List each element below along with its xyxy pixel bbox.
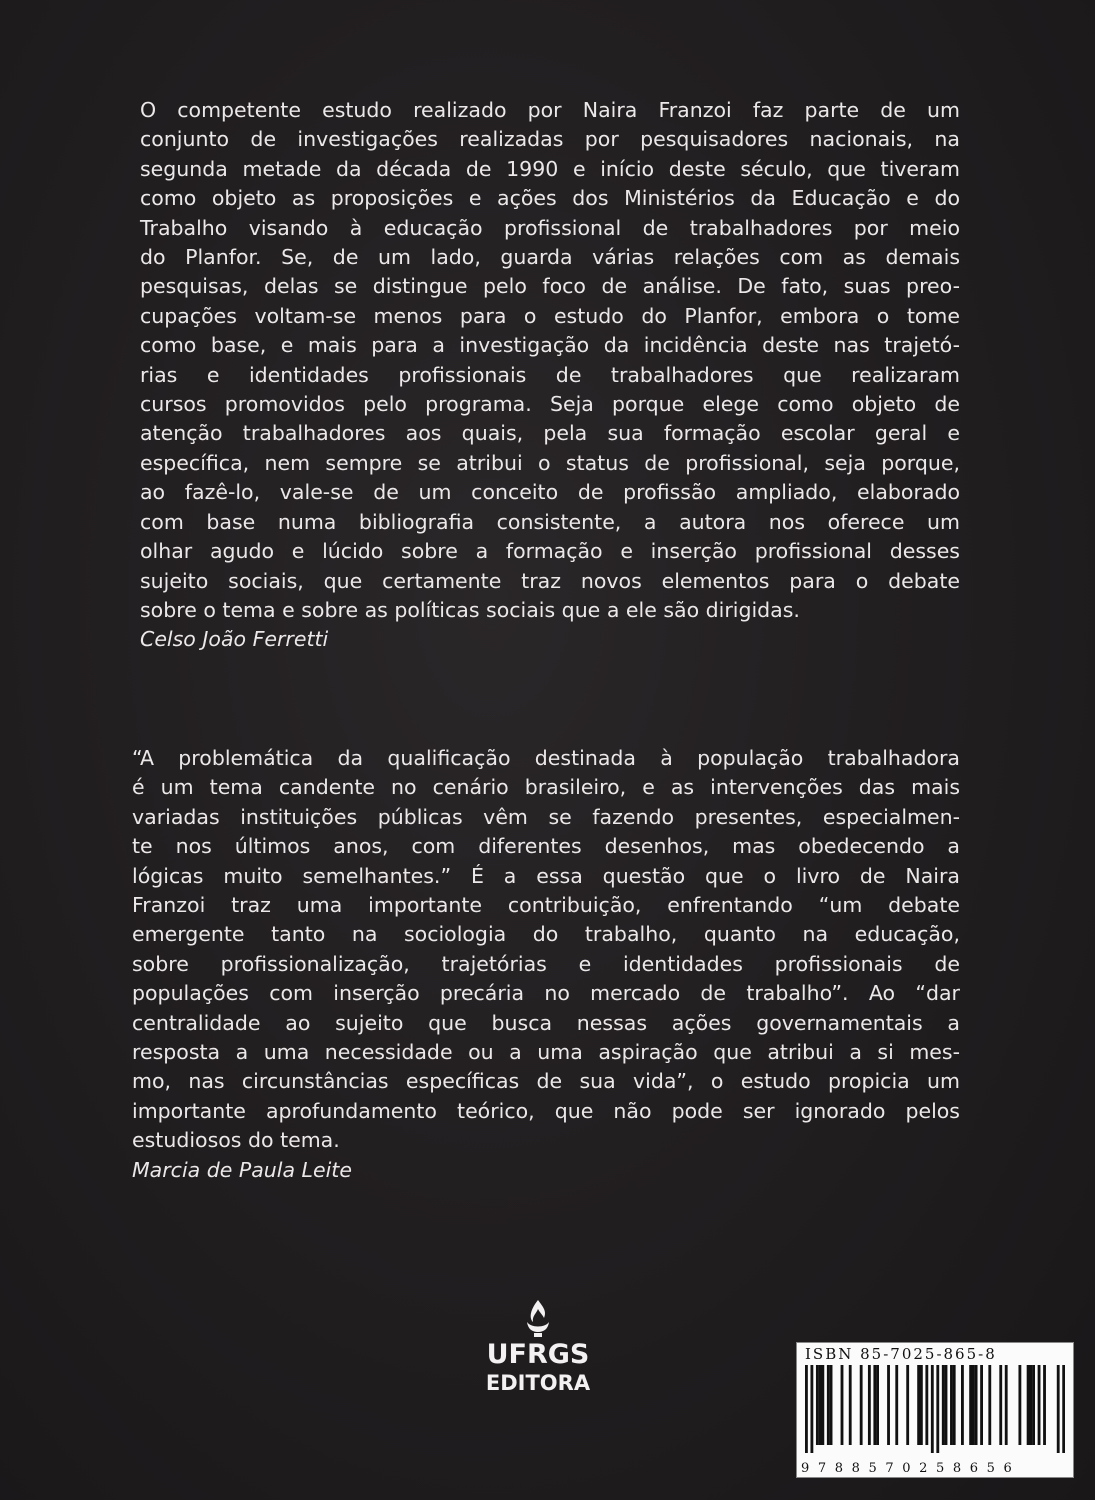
review-line: te nos últimos anos, com diferentes desenhos, mas obedecendo a: [132, 834, 960, 859]
barcode-bars: [805, 1365, 1065, 1453]
review-line: rias e identidades profissionais de trabalhadores que realizaram: [140, 362, 960, 387]
review-line: Franzoi traz uma importante contribuição, enfrentando “um debate: [132, 893, 960, 918]
barcode-bar: [950, 1365, 953, 1445]
barcode-bar: [1043, 1365, 1046, 1445]
barcode-bar: [936, 1365, 939, 1453]
barcode-bar: [972, 1365, 975, 1445]
barcode-bar: [876, 1365, 879, 1445]
barcode-bar: [1029, 1365, 1032, 1445]
barcode-bar: [849, 1365, 852, 1445]
review-line: olhar agudo e lúcido sobre a formação e inserção profissional desses: [140, 539, 960, 564]
barcode-bar: [860, 1365, 863, 1445]
review-line: com base numa bibliografia consistente, a autora nos oferece um: [140, 509, 960, 534]
review-line: cupações voltam-se menos para o estudo do Planfor, embora o tome: [140, 303, 960, 328]
barcode-bar: [868, 1365, 871, 1445]
barcode-bar: [819, 1365, 822, 1445]
review-celso-ferretti: [140, 96, 960, 655]
isbn-label: ISBN 85-7025-865-8: [805, 1345, 997, 1363]
barcode-bar: [988, 1365, 991, 1445]
review-line: como objeto as proposições e ações dos Ministérios da Educação e do: [140, 186, 960, 211]
review-line: O competente estudo realizado por Naira Franzoi faz parte de um: [140, 98, 960, 122]
barcode-bar: [827, 1365, 830, 1445]
barcode-bar: [1027, 1365, 1030, 1445]
review-line: “A problemática da qualificação destinada à população trabalhadora: [132, 746, 960, 770]
barcode-bar: [920, 1365, 923, 1445]
barcode-bar: [931, 1365, 934, 1453]
review-line: específica, nem sempre se atribui o status de profissional, seja porque,: [140, 450, 960, 475]
review-line: atenção trabalhadores aos quais, pela sua formação escolar geral e: [140, 421, 960, 446]
barcode-bar: [999, 1365, 1002, 1445]
barcode-bar: [895, 1365, 898, 1445]
review-line: sobre profissionalização, trajetórias e identidades profissionais de: [132, 951, 960, 976]
barcode-bar: [1057, 1365, 1060, 1453]
barcode-bar: [873, 1365, 876, 1445]
barcode-bar: [1032, 1365, 1035, 1445]
review-marcia-leite: [132, 744, 960, 1185]
review-line: emergente tanto na sociologia do trabalho, quanto na educação,: [132, 922, 960, 947]
review-line: centralidade ao sujeito que busca nessas ações governamentais a: [132, 1010, 960, 1035]
barcode-bar: [805, 1365, 808, 1453]
review-line: importante aprofundamento teórico, que não pode ser ignorado pelos: [132, 1098, 960, 1123]
barcode-bar: [841, 1365, 844, 1445]
review-line: resposta a uma necessidade ou a uma aspiração que atribui a si mes-: [132, 1040, 960, 1065]
ean-digits: 9788570258656: [801, 1461, 1021, 1476]
review-line: segunda metade da década de 1990 e início deste século, que tiveram: [140, 156, 960, 181]
review-line: Trabalho visando à educação profissional de trabalhadores por meio: [140, 215, 960, 240]
barcode-bar: [830, 1365, 833, 1445]
barcode-bar: [821, 1365, 824, 1445]
barcode-bar: [925, 1365, 928, 1445]
publisher-logo: [468, 1298, 608, 1396]
review-line: é um tema candente no cenário brasileiro, e as intervenções das mais: [132, 775, 960, 800]
review-author: Celso João Ferretti: [140, 627, 329, 652]
barcode-bar: [1062, 1365, 1065, 1453]
barcode-bar: [942, 1365, 945, 1445]
review-line: populações com inserção precária no mercado de trabalho”. Ao “dar: [132, 981, 960, 1006]
review-line: cursos promovidos pelo programa. Seja porque elege como objeto de: [140, 392, 960, 417]
barcode-bar: [980, 1365, 983, 1445]
barcode-bar: [1038, 1365, 1041, 1445]
isbn-barcode: [796, 1342, 1074, 1478]
review-author: Marcia de Paula Leite: [132, 1157, 352, 1182]
review-line: lógicas muito semelhantes.” É a essa questão que o livro de Naira: [132, 863, 960, 888]
barcode-bar: [975, 1365, 978, 1445]
barcode-bar: [906, 1365, 909, 1445]
barcode-bar: [969, 1365, 972, 1445]
review-line: variadas instituições públicas vêm se fazendo presentes, especialmen-: [132, 804, 960, 829]
review-line: mo, nas circunstâncias específicas de sua vida”, o estudo propicia um: [132, 1069, 960, 1094]
review-line: conjunto de investigações realizadas por pesquisadores nacionais, na: [140, 127, 960, 152]
review-line: como base, e mais para a investigação da incidência deste nas trajetó-: [140, 333, 960, 358]
barcode-bar: [816, 1365, 819, 1445]
barcode-bar: [1005, 1365, 1008, 1445]
review-line: sujeito sociais, que certamente traz novos elementos para o debate: [140, 568, 960, 593]
publisher-subtitle: EDITORA: [485, 1371, 591, 1395]
barcode-bar: [961, 1365, 964, 1445]
flame-emblem-icon: [521, 1298, 555, 1338]
review-line: ao fazê-lo, vale-se de um conceito de profissão ampliado, elaborado: [140, 480, 960, 505]
barcode-bar: [1018, 1365, 1021, 1445]
barcode-bar: [917, 1365, 920, 1445]
barcode-bar: [945, 1365, 948, 1445]
barcode-bar: [887, 1365, 890, 1445]
barcode-bar: [953, 1365, 956, 1445]
review-line: sobre o tema e sobre as políticas sociais que a ele são dirigidas.: [140, 597, 800, 622]
review-line: estudiosos do tema.: [132, 1128, 340, 1153]
review-line: pesquisas, delas se distingue pelo foco de análise. De fato, suas preo-: [140, 274, 960, 299]
barcode-bar: [810, 1365, 813, 1453]
publisher-brand: UFRGS: [486, 1339, 590, 1370]
review-line: do Planfor. Se, de um lado, guarda várias relações com as demais: [140, 245, 960, 270]
